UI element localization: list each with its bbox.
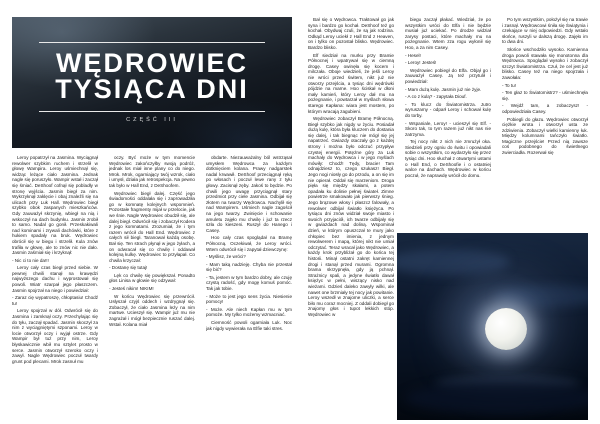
paragraph: - To tu!: [502, 82, 516, 88]
full-moon-icon: [485, 308, 527, 350]
left-page-text-columns: [12, 155, 292, 417]
paragraph: - Mam taką nadzieję. Chyba nie przestał się bić?: [206, 261, 292, 273]
paragraph: - Mam dużą kulę. Jasmin już nie żyje.: [405, 86, 482, 92]
paragraph: Pobiegli do głazu. Wędrowiec otworzył ciężkie wrota i otworzył usta ze zdziwienia. Zobaczył wielki kamienny łuk. Między kolumnami tańczyło światło. Magiczne przejście! Przed nią zawsze coś podobnego do świetlnego zwierciadła. Rozerwał się: [502, 116, 588, 156]
paragraph: - Wejdź tam, a zobaczysz! - odpowiedziała Casey.: [502, 103, 588, 114]
paragraph: - Myślisz, że wróci?: [206, 254, 246, 260]
paragraph: Wędrowiec biegł dalej. Część jego świadomości oddalała się i zaprowadziła go w komnatę kolejnych wspomnień. Pozostałe fragmenty mijał w przelocie, jak we śnie. Nagle Wędrowiec obudził się, ale dalej biegł. Odwrócił się i zobaczył Kodera z jego komnatami. Zrozumiał, że i tym razem wrócił do Hall End. Wędrowiec z całych sił biegł. Taranował każdą osobę. Bał się. Ten strach płynął w jego żyłach, a on odwracał się co chwilę i oddawał kolejną kulkę. Wędrowiec to przyłapał. Co chwila krzyczał:: [109, 190, 195, 263]
paragraph: Bał się o Wędrowca. Traktował go jak syna i bardzo go kochał. DeShoof też go kochał. Obydwaj czuli, że są jak rodzina. Odkąd Leroy uciekł z Hall End z Heaven, on i tylko on pozostał blisko. Wędrowiec. Bardzo blisko.: [308, 17, 394, 50]
paragraph: obdarte. Niezauważalny ból wstrząsał umysłem Wędrowca za każdym dotknięciem kolana. Prawy nadgarstek nadal krwawił. DeShoof przeciągnął ręką po włosach i poczuł lewe rany z tyłu głowy. Zacisnął zęby. Jakoś to będzie. Po chwili jego uwagę przyciągnął stary przedmiot przy ciele Jasmina. Odbijał się złotem na twarzy Wędrowca. Nachylił się nad Wampirem. Uśmiech nagle zagościł na jego twarzy. Zwinięcie i schowanie amuletu zajęło mu chwilę i już ta rzecz szła do kieszeni. Ruszył do Hanego i Casey.: [206, 155, 292, 233]
paragraph: - Ta, jestem w tym bardzo dobry, ale czuję czystą radość, gdy mogę komuś pomóc. Tak jak tobie.: [206, 274, 292, 292]
paragraph: - Dostanę się tutaj!: [109, 265, 148, 271]
paragraph: - Leroy! Jesteś!: [405, 60, 437, 66]
paragraph: Hoo cały czas spoglądał na Bramę Północną. Oczekiwał, że Leroy wróci. Wtem odwrócił się i zapytał dziewczynę:: [206, 235, 292, 252]
paragraph: Leroy popatrzył na Jasmina. Wyciągnął rewolwer szybkim ruchem i strzelił w głowę Wampira. Leroy uśmiechnął się, widząc leżące ciało Jasmina. Jednak nagle się poruszyło. Wampir wstał i zaczął się śmiać. DeShoof cofnął się pobladły w stronę wyjścia. Jasmin biegł za nim. Wykrzyknął zaklęcie i obaj znaleźli się na ulicach przy Luk Hall. Wędrowiec biegł szybko obok zaspanych mieszkańców. Gdy zauważył skrzynię, wbiegł na nią i wskoczył na dach budynku. Jasmin zrobił to samo. Nadal go gonił. Przeskakiwali nad kominami i zrywali dachówki, które z hukiem spadały na bruk. Wędrowiec obrócił się w biegu i strzelił. Kula znów trafiła w głowę, ale to znów nic nie dało. Jasmin zaśmiał się i krzyknął:: [12, 155, 98, 256]
chapter-part-label: CZĘŚĆ III: [126, 117, 178, 123]
right-text-column-1: [308, 17, 394, 420]
paragraph: Lęk co chwilę się powiększał. Ponadto głos Linisa w głowie się odzywał:: [109, 272, 195, 284]
right-page-text-columns: [405, 17, 588, 227]
paragraph: biegu zaczął płakać. Wiedział, że po wszystkim wróci do Elfa i nie będzie musiał już uciekać. Po drodze widział zarysy postaci, które machały mu na pożegnanie. Wtem zza rogu wyłonił się Hoo, a za nim Casey.: [405, 17, 491, 50]
paragraph: Wędrowiec zobaczył Bramę Północną. Biegł szybko jak nigdy w życiu. Posiadał dużą kulę, która była kluczem do dostania się dalej, i tak biegnąc nie mógł się jej napatrzeć. Gwiazdy otaczały go z każdej strony i można było odczuć przypływ czystej energii. Potężne góry za Luk machały do Wędrowca i w jego myślach mówiły: Chodź! Tędy, bracie! Tam odnajdziesz to, czego szukasz! Biegł. Jego nogi niosły go do przodu, a on się im nie opierał. Oddał się marzeniom. Droga pięła się między skałami, a potem opadała ku dolinie pełnej świateł. Zimne powietrze smakowało jak pierwszy śnieg. Jego brązowe włosy i płaszcz falowały, a rewolwer odbijał światło księżyca. Po tysiącu dni znów widział swoje miasto i swoich przyjaciół, ich twarze odbijały się w gwiazdach nad doliną. Wspominał dzień, w którym opuszczał te mury jako chłopiec bez imienia, z jednym rewolwerem i mapą, której nikt nie umiał odczytać. Teraz wracał jako Wędrowiec, a każdy krok przybliżał go do końca tej historii. Minął ostatni zakręt kamiennej drogi i stanął przed murami. Ogromna brama skrzypnęła, gdy ją pchnął. Strażnicy spali, a jedyne światło dawał księżyc w pełni, wiszący nisko nad wieżami. Gdzieś daleko zawyły wilki, ale nawet one brzmiały tej nocy jak powitanie. Leroy wszedł w znajome uliczki, a serce biło mu coraz mocniej. Z oddali dobiegł go znajomy głos i tupot lekkich stóp. Wędrowiec w: [308, 116, 394, 317]
moon-photo: [397, 233, 588, 420]
paragraph: Wędrowiec pobiegł do Elfa. Objął go i zauważył Casey. Ją też przytulił i powiedział:: [405, 67, 491, 84]
chapter-banner-image: [12, 17, 292, 148]
right-text-column-2: [405, 17, 491, 227]
left-text-column-2: [109, 155, 195, 417]
paragraph: Leroy cały czas biegł przed siebie. W pewnej chwili stanął na krawędzi najwyższego dachu i wyprostował się powoli. Wiatr szarpał jego płaszczem. Jasmin spojrzał na niego i powiedział:: [12, 265, 98, 293]
paragraph: - Może to jest jego sens życia. Niesienie pomocy!: [206, 293, 292, 305]
paragraph: - Wspaniale, Leroy! - ucieszył się Elf. - Skoro tak, to tym razem już nikt nas nie zatrzyma.: [405, 120, 491, 137]
chapter-title-line-1: WĘDROWIEC: [56, 48, 248, 78]
paragraph: - Może. Ale niech Kapłan mu w tym pomoże. My tylko możemy wzmacniać.: [206, 306, 292, 318]
paragraph: Po tym wszystkim, położył się na trawie i zasnął. Wędrowcowi śniła się Świątynia i czekające w niej odpowiedzi. Gdy wstało słońce, ruszyli w dalszą drogę. Zajęło im to dwa dni.: [502, 17, 588, 45]
cloud-shape: [405, 382, 588, 414]
right-page-inner: [405, 17, 588, 420]
chapter-title-line-2: TYSIĄCA DNI: [55, 74, 249, 104]
paragraph: Słońce wschodziło wysoko. Kamienna droga powoli stawała się monotonna dla Wędrowca. Spoglądał wysoko i zobaczył szczyt Światomistrza. Czuł, że cel jest już blisko. Casey też na niego spojrzała i zawołała:: [502, 46, 588, 80]
paragraph: - Nic ci to nie da!!!: [12, 257, 49, 263]
paragraph: oczy. Być może w tym momencie Wędrowiec zakończyłby swoją podróż, jednak los miał inne plany co do niego. Mrok. Mrok, ogarniający twój wzrok, ciało i umysł, działa jak retrospekcja. Na pewno tak było w Hall End, z DeShoofem.: [109, 155, 195, 188]
cloud-shape: [397, 249, 510, 275]
paragraph: Tej nocy nikt z nich nie zmrużył oka. Siedzieli przy ogniu do świtu i opowiadali sobie o wszystkim, co wydarzyło się przez tysiąc dni. Hoo słuchał z otwartymi ustami o Hall End, o DeShoofie i o ostatniej walce na dachach. Wędrowiec w końcu poczuł, że naprawdę wrócił do domu.: [405, 139, 491, 178]
paragraph: - Jesteś nikim! NIKIM!: [109, 286, 154, 292]
left-text-column-3: [206, 155, 292, 417]
paragraph: - To klucz do Światomistrza. Jutro wyruszamy - odparł Leroy i schował kulę do torby.: [405, 101, 491, 118]
left-text-column-1: [12, 155, 98, 417]
paragraph: W końcu Wędrowiec się przewrócił. Usłyszał czyjś oddech i wzdrygnął się. Zobaczył, że ciało Jasmina leży na nim martwe. Ucieszył się. Wampir już mu nie zagrażał i mógł bezpiecznie ruszać dalej. Wstał. Kolana miał: [109, 293, 195, 327]
right-text-column-3: [502, 17, 588, 227]
cloud-shape: [494, 285, 588, 307]
paragraph: - A co z kulą? - zapytała Diouf.: [405, 94, 467, 100]
paragraph: Leroy spojrzał w dół. Odwrócił się do Jasmina i zamknął oczy. Przechylając się do tyłu, zaczął spadać. Jasmin skoczył za nim z wyciągniętymi szponami. Leroy w locie otworzył oczy i wyjął ostrze. Gdy Wampir był tuż przy nim, Leroy błyskawicznie wbił mu sztylet prosto w serce. Jasmin otworzył szeroko oczy i zawył. Nagle Wędrowiec poczuł twardy grunt pod plecami. Mrok zasnuł mu: [12, 308, 98, 364]
paragraph: Elf siedział na murku przy Bramie Północnej i wpatrywał się w ciemną drogę. Casey owinęła się kocem i milczała. Oboje wiedzieli, że jeśli Leroy nie wróci przed świtem, nikt już nie otworzy przejścia, a tysiąc dni wędrówki pójdzie na marne. Hoo ściskał w dłoni mały kamień, który Leroy dał mu na pożegnanie, i powtarzał w myślach słowa starego Kapłana: wiara jest mostem, po którym wracają zagubieni.: [308, 52, 394, 114]
paragraph: - Zaraz cię wypatroszę, chłoptasiu! Chodź tu!: [12, 295, 98, 306]
paragraph: Ciemność powoli ogarniała Luk. Noc jak nigdy wywierała na Elfie taki stres.: [206, 320, 292, 331]
right-page: [300, 0, 600, 424]
chapter-title-block: [39, 42, 265, 112]
paragraph: - Ten głaz to Światomistrz? - uśmiechnęła się.: [502, 90, 588, 101]
paragraph: - Hesel!: [405, 52, 421, 58]
